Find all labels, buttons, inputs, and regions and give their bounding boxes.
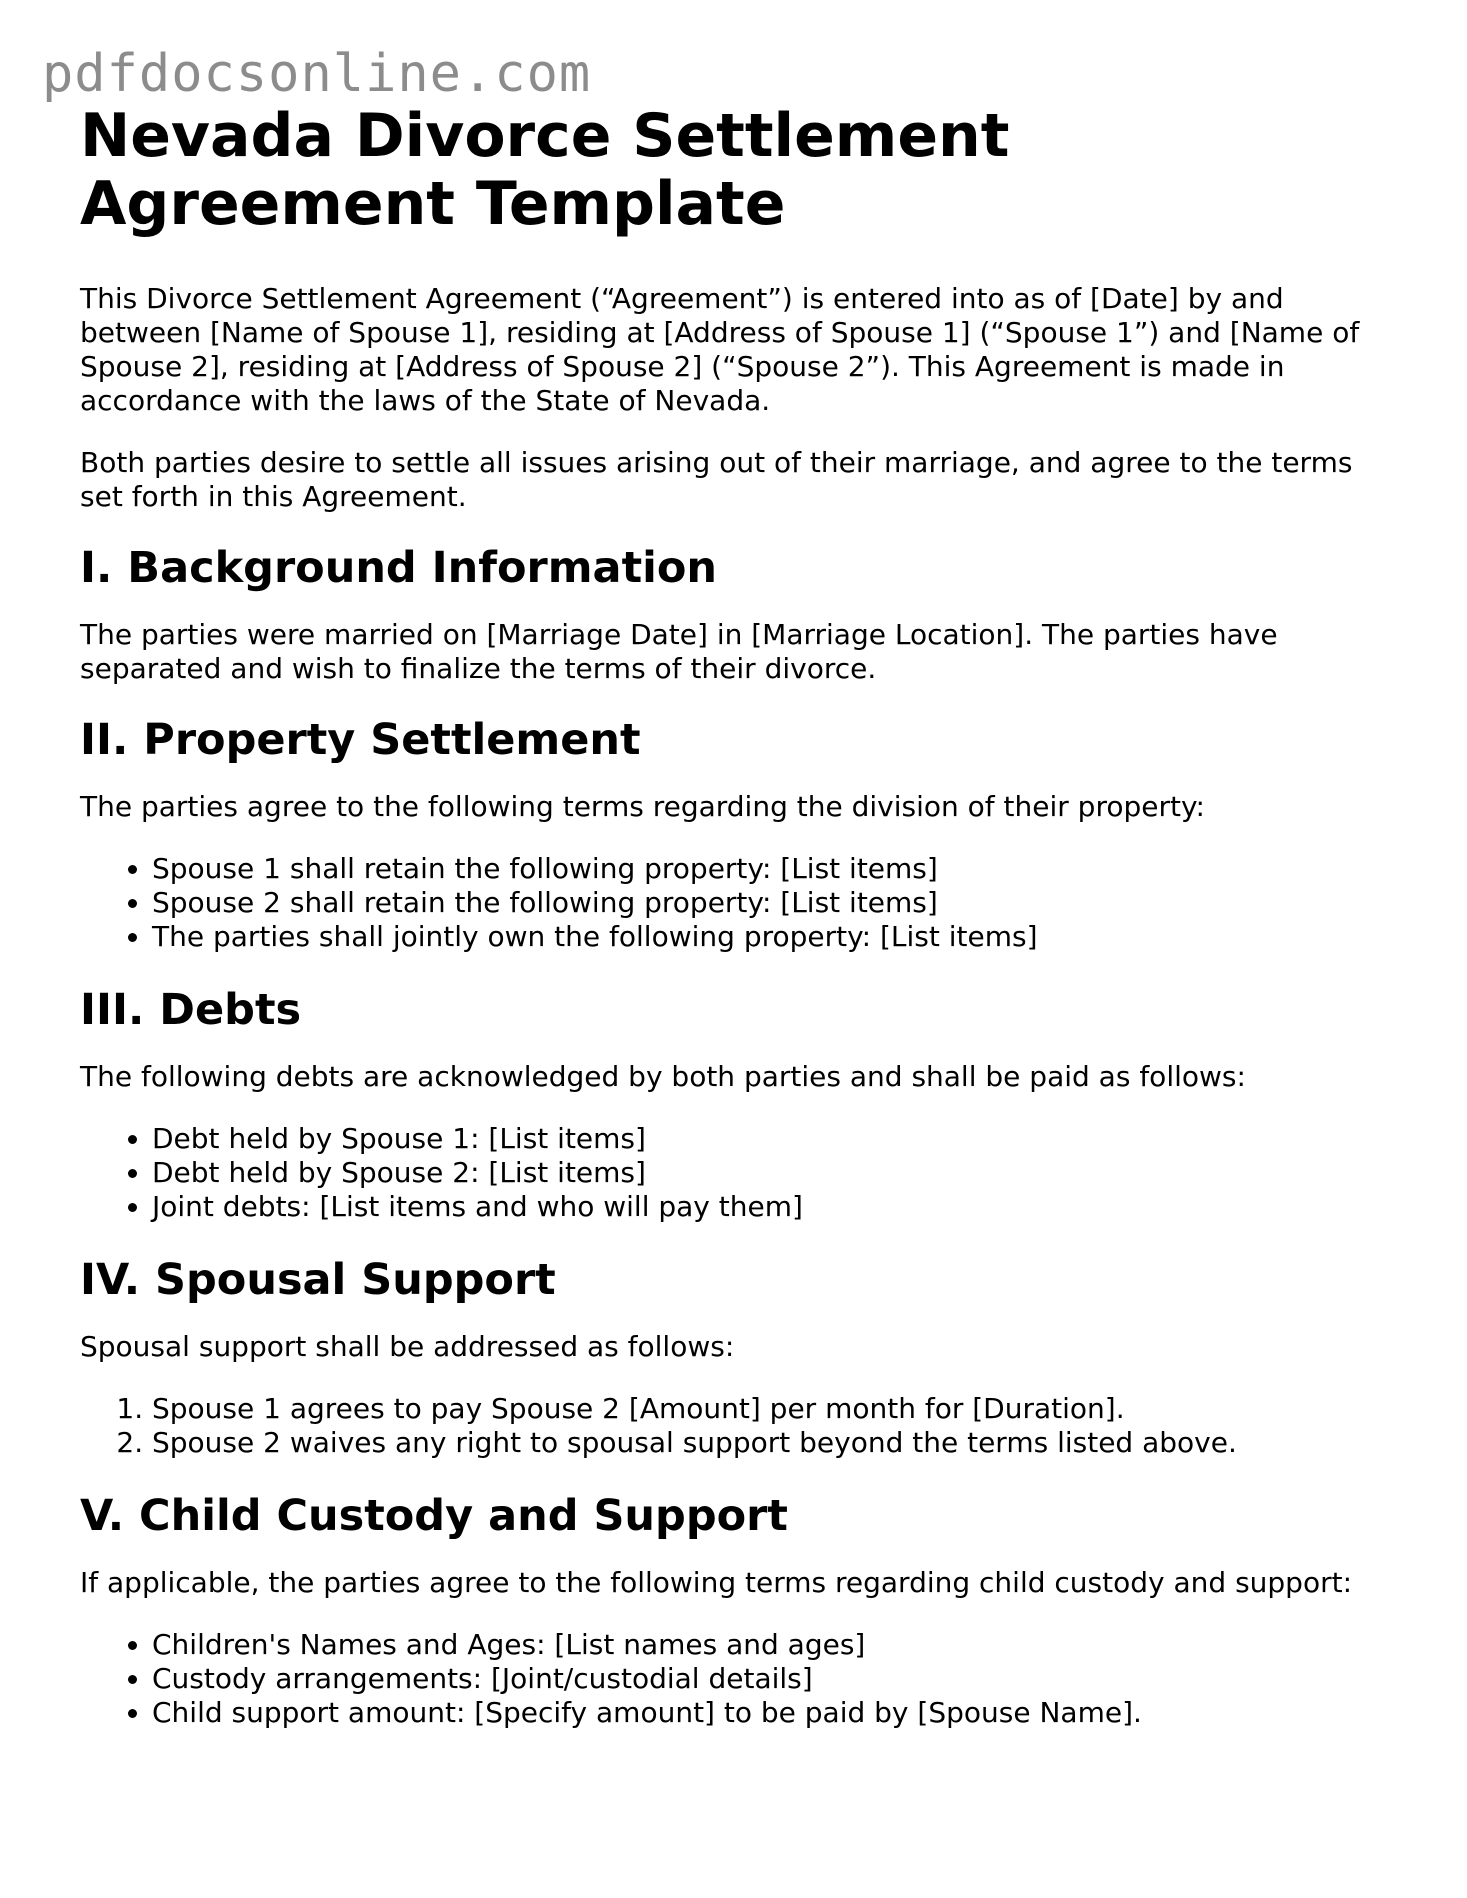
list-item: • Debt held by Spouse 1: [List items]	[152, 1122, 1400, 1156]
section-heading-spousal-support: IV. Spousal Support	[80, 1255, 556, 1305]
list-item: • Joint debts: [List items and who will pay them]	[152, 1190, 1400, 1224]
property-list	[80, 852, 1400, 954]
section-heading-child-custody: V. Child Custody and Support	[80, 1491, 788, 1541]
debts-list	[80, 1122, 1400, 1224]
intro-paragraph: This Divorce Settlement Agreement (“Agreement”) is entered into as of [Date] by and between [Name of Spouse 1], residing at [Address of Spouse 1] (“Spouse 1”) and [Name of Spouse 2], residing at [Address of Spouse 2] (“Spouse 2”). This Agreement is made in accordance with the laws of the State of Nevada.	[80, 282, 1360, 417]
section-text-child-custody: If applicable, the parties agree to the following terms regarding child custody and support:	[80, 1566, 1353, 1599]
list-item: • The parties shall jointly own the following property: [List items]	[152, 920, 1400, 954]
list-item: • Child support amount: [Specify amount] to be paid by [Spouse Name].	[152, 1696, 1400, 1730]
list-item: • Debt held by Spouse 2: [List items]	[152, 1156, 1400, 1190]
section-heading-property: II. Property Settlement	[80, 715, 641, 765]
section-text-spousal-support: Spousal support shall be addressed as follows:	[80, 1330, 735, 1363]
list-item: • Children's Names and Ages: [List names and ages]	[152, 1628, 1400, 1662]
intro-paragraph: Both parties desire to settle all issues arising out of their marriage, and agree to the terms set forth in this Agreement.	[80, 446, 1353, 513]
list-item: • Spouse 2 shall retain the following property: [List items]	[152, 886, 1400, 920]
watermark: pdfdocsonline.com	[42, 44, 592, 104]
spousal-support-list	[80, 1392, 1400, 1460]
section-text-background: The parties were married on [Marriage Date] in [Marriage Location]. The parties have separated and wish to finalize the terms of their divorce.	[80, 618, 1278, 685]
list-item: 1. Spouse 1 agrees to pay Spouse 2 [Amount] per month for [Duration].	[152, 1392, 1400, 1426]
list-item: 2. Spouse 2 waives any right to spousal support beyond the terms listed above.	[152, 1426, 1400, 1460]
section-heading-debts: III. Debts	[80, 985, 302, 1035]
document-body	[80, 102, 1400, 1760]
section-text-debts: The following debts are acknowledged by both parties and shall be paid as follows:	[80, 1060, 1246, 1093]
section-text-property: The parties agree to the following terms regarding the division of their property:	[80, 790, 1205, 823]
section-heading-background: I. Background Information	[80, 543, 718, 593]
list-item: • Custody arrangements: [Joint/custodial details]	[152, 1662, 1400, 1696]
document-title: Nevada Divorce Settlement Agreement Template	[80, 101, 1010, 239]
list-item: • Spouse 1 shall retain the following property: [List items]	[152, 852, 1400, 886]
child-custody-list	[80, 1628, 1400, 1730]
